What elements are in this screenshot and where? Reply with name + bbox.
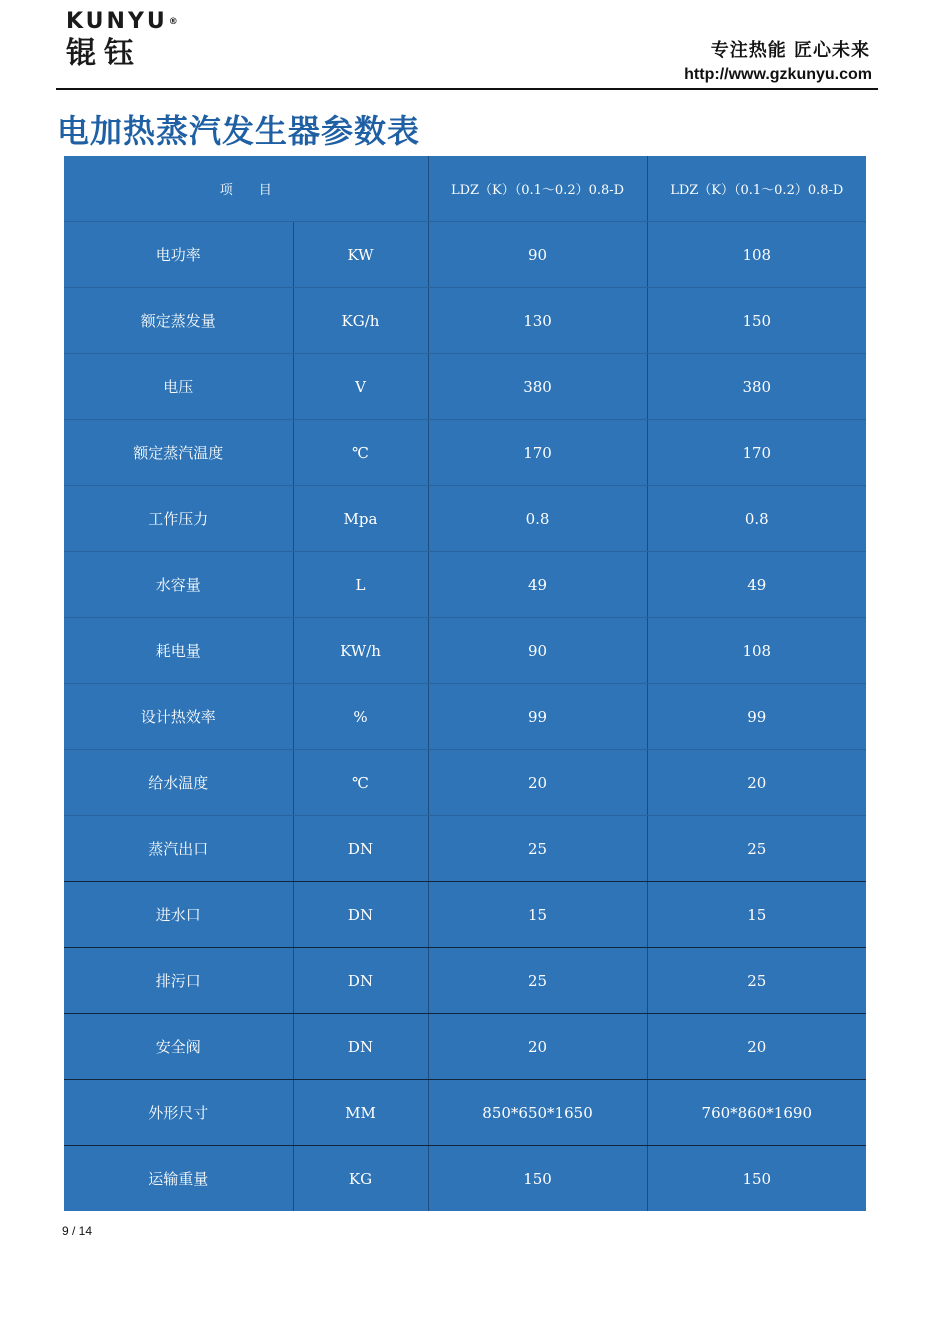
cell-unit: ℃ [293,420,428,486]
cell-v1: 49 [428,552,647,618]
table-row [64,1014,866,1080]
table-row [64,684,866,750]
table-row [64,486,866,552]
cell-v1: 150 [428,1146,647,1212]
company-slogan: 专注热能 匠心未来 [710,40,870,61]
table-header-row [64,156,866,222]
cell-unit: DN [293,1014,428,1080]
cell-unit: % [293,684,428,750]
cell-v2: 170 [647,420,866,486]
table-row [64,1080,866,1146]
cell-unit: KW [293,222,428,288]
cell-unit: KG/h [293,288,428,354]
cell-v1: 90 [428,222,647,288]
cell-v2: 760*860*1690 [647,1080,866,1146]
cell-v1: 170 [428,420,647,486]
cell-v2: 49 [647,552,866,618]
cell-v1: 380 [428,354,647,420]
parameter-table [64,156,866,1211]
cell-v1: 25 [428,816,647,882]
cell-v2: 0.8 [647,486,866,552]
page-number: 9 / 14 [62,1224,93,1238]
cell-name: 进水口 [64,882,293,948]
cell-v1: 15 [428,882,647,948]
cell-v1: 90 [428,618,647,684]
cell-v1: 0.8 [428,486,647,552]
cell-v1: 130 [428,288,647,354]
company-logo [66,10,206,76]
cell-name: 设计热效率 [64,684,293,750]
header-divider [56,88,878,90]
cell-name: 耗电量 [64,618,293,684]
cell-v1: 20 [428,750,647,816]
cell-name: 排污口 [64,948,293,1014]
cell-name: 电功率 [64,222,293,288]
cell-name: 额定蒸发量 [64,288,293,354]
header-item-cell: 项 目 [64,156,428,222]
cell-unit: MM [293,1080,428,1146]
company-website: http://www.gzkunyu.com [684,66,872,83]
cell-unit: L [293,552,428,618]
cell-name: 额定蒸汽温度 [64,420,293,486]
table-row [64,816,866,882]
cell-name: 外形尺寸 [64,1080,293,1146]
table-row [64,354,866,420]
cell-unit: ℃ [293,750,428,816]
cell-unit: DN [293,816,428,882]
cell-name: 运输重量 [64,1146,293,1212]
cell-v1: 25 [428,948,647,1014]
table-row [64,420,866,486]
cell-v2: 150 [742,1169,772,1188]
table-row [64,882,866,948]
document-title: 电加热蒸汽发生器参数表 [57,112,421,150]
table-row [64,618,866,684]
table-row [64,1146,866,1212]
cell-v2: 108 [647,222,866,288]
cell-v2: 25 [647,816,866,882]
cell-v2: 380 [647,354,866,420]
table-row [64,750,866,816]
cell-v1: 850*650*1650 [428,1080,647,1146]
cell-unit: DN [293,882,428,948]
cell-name: 给水温度 [64,750,293,816]
cell-v1: 99 [428,684,647,750]
cell-name: 电压 [64,354,293,420]
table-row [64,288,866,354]
cell-name: 安全阀 [64,1014,293,1080]
cell-unit: Mpa [293,486,428,552]
cell-v2: 15 [647,882,866,948]
cell-unit: KG [293,1146,428,1212]
cell-name: 工作压力 [64,486,293,552]
header-model-1-cell: LDZ（K）（0.1～0.2）0.8-D [428,156,647,222]
cell-v2: 99 [647,684,866,750]
logo-chinese-text: 锟钰 [66,36,142,71]
cell-unit: DN [293,948,428,1014]
cell-unit: V [293,354,428,420]
registered-mark: ® [168,17,178,27]
cell-name: 蒸汽出口 [64,816,293,882]
logo-latin-text: KUNYU® [66,9,178,34]
table-row [64,222,866,288]
cell-name: 水容量 [64,552,293,618]
cell-v2: 25 [647,948,866,1014]
table-row [64,552,866,618]
cell-v1: 20 [428,1014,647,1080]
cell-v2: 108 [647,618,866,684]
cell-v2: 150 [647,288,866,354]
cell-v2: 20 [647,750,866,816]
header-model-2-cell: LDZ（K）（0.1～0.2）0.8-D [647,156,866,222]
cell-unit: KW/h [293,618,428,684]
cell-v2: 20 [647,1014,866,1080]
table-row [64,948,866,1014]
